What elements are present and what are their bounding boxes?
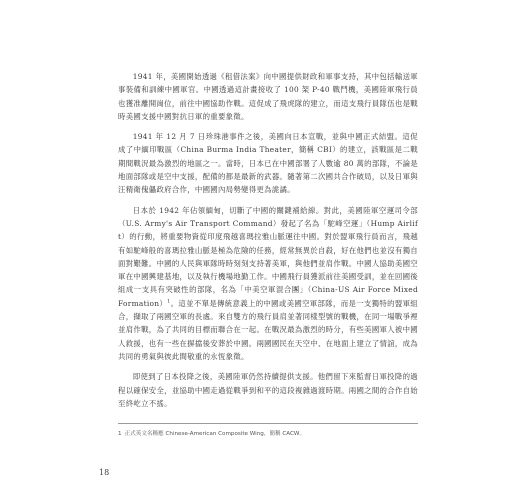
footnote [118, 430, 418, 438]
paragraph-4: 即使到了日本投降之後，美國陸軍仍然持續提供支援。他們留下來監督日軍投降的過程以確保安全，並協助中國走過從戰爭到和平的這段複雜過渡時期。兩國之間的合作自始至終屹立不搖。 [118, 372, 418, 408]
footnote-text: 正式英文名稱應 Chinese-American Composite Wing，簡稱 CACW。 [124, 431, 306, 437]
body-text [118, 70, 418, 417]
footnote-divider [118, 423, 418, 424]
footnote-number: 1 [118, 431, 122, 437]
paragraph-3-tail: 。這並不單是傳統意義上的中國或美國空軍部隊，而是一支獨特的盟軍組合，擷取了兩國空軍的長處。來自雙方的飛行員肩並著同樣型號的戰機，在同一場戰爭裡並肩作戰，為了共同的目標而聯合在一起。在戰況最為激烈的時分，有些美國軍人被中國人救援，也有一些在摒擋後安葬於中國。兩國國民在天空中、在地面上建立了情誼，成為共同的勇氣與彼此間敬重的永恆象徵。 [118, 298, 418, 361]
paragraph-2: 1941 年 12 月 7 日珍珠港事件之後，美國向日本宣戰，並與中國正式結盟。這促成了中緬印戰區（China Burma India Theater，簡稱 CBI）的建立，該戰區是二戰期間戰況最為激烈的地區之一。當時，日本已在中國部署了人數逾 80 萬的部隊，不論是地面部隊或是空中支援，配備的都是最新的武器。隨著第二次國共合作破局，以及日軍與汪精衛傀儡政府合作，中國國內局勢變得更為詭譎。 [118, 132, 418, 195]
paragraph-1: 1941 年，美國開始透過《租借法案》向中國提供財政和軍事支持，其中包括輸送軍事裝備和訓練中國軍官。中國透過這計畫接收了 100 架 P-40 戰鬥機，美國陸軍飛行員也獲准離開崗位，前往中國協助作戰。這促成了飛虎隊的建立，而這支飛行員隊伍也是戰時美國支援中國對抗日軍的重要象徵。 [118, 72, 418, 121]
footnote-reference[interactable]: 1 [167, 298, 171, 305]
paragraph-3-text: 日本於 1942 年佔領緬甸，切斷了中國的關鍵補給線。對此，美國陸軍空運司令部（U.S. Army's Air Transport Command）發起了名為「駝峰空運」（Hump Airlift）的行動，將重要物資從印度飛越喜瑪拉雅山脈運往中國。對於盟軍飛行員而言，飛越有如駝峰般的喜瑪拉雅山脈是極為危險的任務，經常無異於自殺，好在他們也並沒有獨自面對艱難。中國的人民與軍隊時時刻刻支持著美軍，與他們並肩作戰。中國人協助美國空軍在中國興建基地，以及執行機場地勤工作。中國飛行員獲派前往美國受訓，並在回國後組成一支具有突破性的部隊，名為「中美空軍混合團」（China-US Air Force Mixed Formation） [118, 205, 418, 308]
page-number: 18 [99, 468, 110, 477]
paragraph-3 [118, 204, 418, 364]
